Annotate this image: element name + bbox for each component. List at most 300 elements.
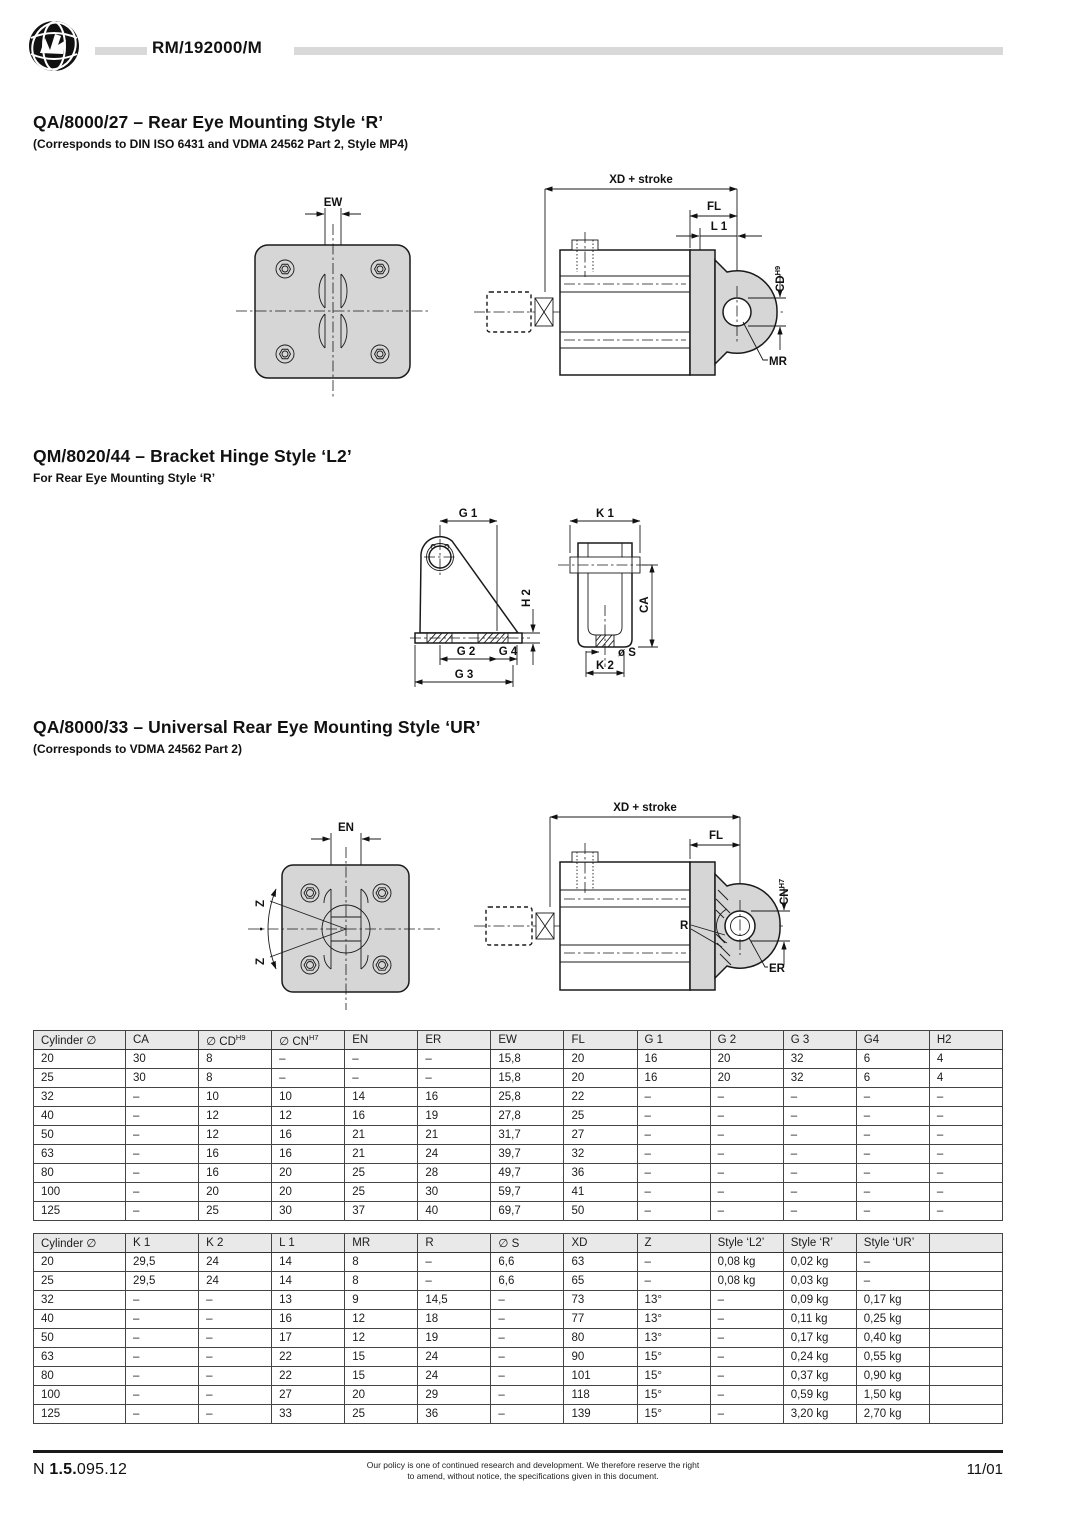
table-cell: –	[491, 1329, 564, 1348]
table-cell: –	[345, 1069, 418, 1088]
table-cell: –	[126, 1088, 199, 1107]
table-cell: 28	[418, 1164, 491, 1183]
column-header: G 1	[637, 1031, 710, 1050]
table-cell: –	[929, 1164, 1002, 1183]
table-cell: –	[929, 1183, 1002, 1202]
table-cell: 39,7	[491, 1145, 564, 1164]
dim-label-ca: CA	[639, 596, 651, 613]
column-header: K 2	[199, 1234, 272, 1253]
table-cell: 12	[199, 1126, 272, 1145]
table-cell: 32	[34, 1088, 126, 1107]
header-rule-right	[294, 47, 1003, 55]
table-cell: –	[783, 1164, 856, 1183]
table-cell: –	[710, 1126, 783, 1145]
column-header: ∅ $CD^{H9}$	[199, 1031, 272, 1050]
table-cell: –	[856, 1183, 929, 1202]
table-cell: –	[929, 1126, 1002, 1145]
table-cell: 69,7	[491, 1202, 564, 1221]
dim-label-z-lower: Z	[255, 957, 267, 965]
table-cell: 8	[199, 1050, 272, 1069]
table-cell: –	[637, 1164, 710, 1183]
column-header: L 1	[272, 1234, 345, 1253]
table-cell: 50	[34, 1329, 126, 1348]
table-cell: –	[491, 1386, 564, 1405]
table-cell: 0,24 kg	[783, 1348, 856, 1367]
table-cell: 32	[783, 1069, 856, 1088]
table-cell: 12	[199, 1107, 272, 1126]
dim-label-xd-stroke-2: XD + stroke	[613, 802, 677, 814]
table-cell: 24	[418, 1145, 491, 1164]
table-cell: 32	[564, 1145, 637, 1164]
table-cell: 36	[564, 1164, 637, 1183]
table-row	[34, 1088, 1003, 1107]
table-cell: 6	[856, 1050, 929, 1069]
table-cell	[929, 1310, 1002, 1329]
table-cell: 1,50 kg	[856, 1386, 929, 1405]
table-cell: –	[710, 1202, 783, 1221]
table-cell: –	[710, 1367, 783, 1386]
column-header: G4	[856, 1031, 929, 1050]
table-cell: 8	[345, 1272, 418, 1291]
table-cell: 65	[564, 1272, 637, 1291]
table-cell: 15	[345, 1348, 418, 1367]
table-cell: –	[929, 1107, 1002, 1126]
table-cell: –	[637, 1107, 710, 1126]
dimensions-table-1	[33, 1030, 1003, 1221]
dim-label-cn: $CN^{H7}$	[777, 878, 791, 905]
table-cell: –	[710, 1183, 783, 1202]
table-cell: –	[491, 1367, 564, 1386]
table-cell: 40	[418, 1202, 491, 1221]
table-cell: –	[710, 1405, 783, 1424]
table-row	[34, 1253, 1003, 1272]
table-cell: 21	[418, 1126, 491, 1145]
table-cell: –	[710, 1145, 783, 1164]
column-header: CA	[126, 1031, 199, 1050]
table-cell: –	[637, 1183, 710, 1202]
table-cell: 25,8	[491, 1088, 564, 1107]
column-header: Style ‘L2’	[710, 1234, 783, 1253]
table-cell: 14	[272, 1253, 345, 1272]
table-cell: –	[856, 1107, 929, 1126]
table-cell: 0,02 kg	[783, 1253, 856, 1272]
dim-label-s: ø S	[618, 647, 636, 659]
table-cell: 50	[34, 1126, 126, 1145]
table-cell: 8	[199, 1069, 272, 1088]
table-header-row	[34, 1031, 1003, 1050]
table-cell: 24	[199, 1253, 272, 1272]
table-cell	[929, 1367, 1002, 1386]
table-cell: –	[126, 1202, 199, 1221]
table-cell: –	[199, 1310, 272, 1329]
table-cell: 20	[272, 1183, 345, 1202]
table-cell: 10	[272, 1088, 345, 1107]
table-cell: 100	[34, 1386, 126, 1405]
table-cell: 20	[34, 1050, 126, 1069]
table-cell: 100	[34, 1183, 126, 1202]
table-cell: 20	[272, 1164, 345, 1183]
table-cell: –	[710, 1386, 783, 1405]
table-cell: 41	[564, 1183, 637, 1202]
table-cell: 24	[199, 1272, 272, 1291]
table-cell: –	[637, 1088, 710, 1107]
table-cell: 30	[418, 1183, 491, 1202]
table-cell: 40	[34, 1107, 126, 1126]
column-header: EW	[491, 1031, 564, 1050]
table-row	[34, 1329, 1003, 1348]
table-cell: –	[637, 1126, 710, 1145]
table-cell	[929, 1272, 1002, 1291]
section-1-title: QA/8000/27 – Rear Eye Mounting Style ‘R’	[33, 112, 384, 132]
table-cell: 118	[564, 1386, 637, 1405]
table-cell: 13°	[637, 1310, 710, 1329]
table-cell: –	[126, 1348, 199, 1367]
table-cell: –	[199, 1329, 272, 1348]
table-cell: 6,6	[491, 1272, 564, 1291]
table-cell: –	[710, 1164, 783, 1183]
table-cell: 20	[564, 1050, 637, 1069]
table-cell: 8	[345, 1253, 418, 1272]
table-row	[34, 1291, 1003, 1310]
table-cell: –	[126, 1107, 199, 1126]
table-cell: 15°	[637, 1386, 710, 1405]
table-cell: 24	[418, 1367, 491, 1386]
table-cell: –	[856, 1088, 929, 1107]
dim-label-g1: G 1	[458, 508, 478, 520]
table-cell: –	[418, 1253, 491, 1272]
table-cell: 0,40 kg	[856, 1329, 929, 1348]
table-row	[34, 1386, 1003, 1405]
column-header: K 1	[126, 1234, 199, 1253]
section-2-title: QM/8020/44 – Bracket Hinge Style ‘L2’	[33, 446, 352, 466]
dim-label-l1: L 1	[710, 221, 728, 233]
column-header: Cylinder ∅	[34, 1031, 126, 1050]
table-cell: 32	[34, 1291, 126, 1310]
table-cell: 16	[272, 1145, 345, 1164]
table-row	[34, 1310, 1003, 1329]
table-cell: 59,7	[491, 1183, 564, 1202]
table-cell: –	[199, 1405, 272, 1424]
table-cell: 25	[345, 1183, 418, 1202]
table-cell: 25	[34, 1069, 126, 1088]
table-cell: –	[126, 1329, 199, 1348]
dim-label-er: ER	[769, 963, 785, 975]
table-cell: 19	[418, 1107, 491, 1126]
dim-label-r: R	[680, 920, 689, 932]
table-cell: 25	[34, 1272, 126, 1291]
footer-policy-note: Our policy is one of continued research and development. We therefore reserve the right to amend, without notice, the specifications given in this document.	[366, 1460, 700, 1481]
table-cell: 16	[272, 1310, 345, 1329]
table-cell: 90	[564, 1348, 637, 1367]
dim-label-g4: G 4	[498, 646, 518, 658]
dim-label-ew: EW	[323, 197, 343, 209]
section-2-subtitle: For Rear Eye Mounting Style ‘R’	[33, 471, 216, 485]
dim-label-k2: K 2	[596, 660, 614, 672]
table-cell: 33	[272, 1405, 345, 1424]
column-header: H2	[929, 1031, 1002, 1050]
table-cell: 0,59 kg	[783, 1386, 856, 1405]
table-cell: 21	[345, 1126, 418, 1145]
table-cell: 30	[126, 1069, 199, 1088]
norgren-logo-icon	[28, 20, 80, 72]
table-cell: 16	[637, 1050, 710, 1069]
table-cell: 30	[126, 1050, 199, 1069]
table-cell: 14	[272, 1272, 345, 1291]
table-cell: 19	[418, 1329, 491, 1348]
table-cell: 63	[34, 1145, 126, 1164]
table-cell: 0,17 kg	[856, 1291, 929, 1310]
table-cell: 16	[345, 1107, 418, 1126]
table-cell: 15	[345, 1367, 418, 1386]
table-cell: 0,08 kg	[710, 1253, 783, 1272]
table-cell: 16	[637, 1069, 710, 1088]
table-cell: 0,55 kg	[856, 1348, 929, 1367]
table-cell: 0,25 kg	[856, 1310, 929, 1329]
table-cell: 14	[345, 1088, 418, 1107]
column-header: ER	[418, 1031, 491, 1050]
table-cell: –	[856, 1164, 929, 1183]
table-cell: –	[783, 1202, 856, 1221]
table-cell: 29,5	[126, 1272, 199, 1291]
table-cell: –	[418, 1069, 491, 1088]
table-row	[34, 1272, 1003, 1291]
table-cell: 9	[345, 1291, 418, 1310]
table-cell: 25	[345, 1164, 418, 1183]
table-cell: 101	[564, 1367, 637, 1386]
table-cell: 29,5	[126, 1253, 199, 1272]
table-row	[34, 1183, 1003, 1202]
table-cell: 13°	[637, 1329, 710, 1348]
column-header: G 2	[710, 1031, 783, 1050]
table-cell: 10	[199, 1088, 272, 1107]
table-cell: 63	[34, 1348, 126, 1367]
dim-label-g3: G 3	[454, 669, 474, 681]
table-cell: 22	[564, 1088, 637, 1107]
table-cell: –	[199, 1291, 272, 1310]
table-cell: 4	[929, 1050, 1002, 1069]
table-cell: 12	[345, 1329, 418, 1348]
table-cell: –	[126, 1310, 199, 1329]
table-cell: 73	[564, 1291, 637, 1310]
dim-label-h2: H 2	[521, 589, 533, 607]
dimensions-table-2	[33, 1233, 1003, 1424]
table-cell: 6,6	[491, 1253, 564, 1272]
table-row	[34, 1164, 1003, 1183]
table-cell: 0,17 kg	[783, 1329, 856, 1348]
table-cell: –	[783, 1126, 856, 1145]
footer-document-code: N 1.5.095.12	[33, 1461, 128, 1478]
table-cell: 0,90 kg	[856, 1367, 929, 1386]
table-cell	[929, 1405, 1002, 1424]
table-cell: –	[856, 1126, 929, 1145]
table-cell: 25	[345, 1405, 418, 1424]
table-cell	[929, 1291, 1002, 1310]
table-cell: –	[637, 1253, 710, 1272]
table-row	[34, 1348, 1003, 1367]
dim-label-en: EN	[338, 822, 354, 834]
footer-issue-date: 11/01	[966, 1461, 1003, 1478]
table-cell: 16	[199, 1164, 272, 1183]
table-header-row	[34, 1234, 1003, 1253]
table-cell: –	[929, 1145, 1002, 1164]
header-rule-left	[95, 47, 147, 55]
table-cell: –	[783, 1107, 856, 1126]
table-cell: –	[637, 1145, 710, 1164]
table-cell: –	[126, 1164, 199, 1183]
column-header: Style ‘R’	[783, 1234, 856, 1253]
table-cell: 31,7	[491, 1126, 564, 1145]
table-cell: 15°	[637, 1405, 710, 1424]
table-cell: 27	[564, 1126, 637, 1145]
table-cell: –	[856, 1145, 929, 1164]
column-header: MR	[345, 1234, 418, 1253]
table-cell: –	[126, 1405, 199, 1424]
table-cell: –	[199, 1386, 272, 1405]
table-cell: 0,37 kg	[783, 1367, 856, 1386]
table-cell: 20	[34, 1253, 126, 1272]
dim-label-fl-2: FL	[708, 830, 724, 842]
table-cell: 18	[418, 1310, 491, 1329]
table-row	[34, 1367, 1003, 1386]
table-cell: –	[126, 1145, 199, 1164]
table-cell: 20	[564, 1069, 637, 1088]
table-cell: –	[710, 1348, 783, 1367]
table-cell	[929, 1348, 1002, 1367]
column-header: EN	[345, 1031, 418, 1050]
table-cell: 0,09 kg	[783, 1291, 856, 1310]
footer-rule	[33, 1450, 1003, 1453]
table-cell: 30	[272, 1202, 345, 1221]
section-3-title: QA/8000/33 – Universal Rear Eye Mounting Style ‘UR’	[33, 717, 481, 737]
table-cell: 27	[272, 1386, 345, 1405]
column-header: FL	[564, 1031, 637, 1050]
table-cell: 13°	[637, 1291, 710, 1310]
table-cell: –	[491, 1348, 564, 1367]
table-cell: –	[491, 1405, 564, 1424]
drawing-rear-eye-style-r	[228, 162, 808, 427]
table-cell: 21	[345, 1145, 418, 1164]
table-cell: –	[710, 1310, 783, 1329]
table-cell: 15°	[637, 1348, 710, 1367]
dim-label-xd-stroke-1: XD + stroke	[609, 174, 673, 186]
table-cell: –	[710, 1088, 783, 1107]
table-cell: –	[929, 1202, 1002, 1221]
table-cell: 80	[564, 1329, 637, 1348]
table-cell: –	[418, 1272, 491, 1291]
table-cell: 16	[418, 1088, 491, 1107]
table-cell: –	[126, 1386, 199, 1405]
table-cell: –	[418, 1050, 491, 1069]
table-cell: –	[491, 1291, 564, 1310]
table-cell: 20	[710, 1050, 783, 1069]
table-cell: 0,03 kg	[783, 1272, 856, 1291]
table-cell: 15°	[637, 1367, 710, 1386]
table-cell: –	[126, 1183, 199, 1202]
table-cell: –	[783, 1183, 856, 1202]
table-cell: 22	[272, 1367, 345, 1386]
table-cell: 24	[418, 1348, 491, 1367]
table-cell: –	[199, 1367, 272, 1386]
table-cell	[929, 1253, 1002, 1272]
table-cell: 12	[345, 1310, 418, 1329]
table-cell: 37	[345, 1202, 418, 1221]
table-cell: 22	[272, 1348, 345, 1367]
dim-label-mr: MR	[769, 356, 787, 368]
column-header: G 3	[783, 1031, 856, 1050]
table-cell: 14,5	[418, 1291, 491, 1310]
table-cell: 29	[418, 1386, 491, 1405]
table-cell: –	[126, 1291, 199, 1310]
column-header: R	[418, 1234, 491, 1253]
table-row	[34, 1050, 1003, 1069]
drawing-universal-rear-eye-ur	[230, 795, 810, 1030]
section-3-subtitle: (Corresponds to VDMA 24562 Part 2)	[33, 742, 242, 756]
table-cell: 3,20 kg	[783, 1405, 856, 1424]
table-cell: 13	[272, 1291, 345, 1310]
table-row	[34, 1126, 1003, 1145]
column-header: ∅ S	[491, 1234, 564, 1253]
table-cell: –	[491, 1310, 564, 1329]
document-number: RM/192000/M	[152, 38, 263, 57]
table-cell: –	[637, 1202, 710, 1221]
table-cell: 25	[199, 1202, 272, 1221]
table-cell: –	[272, 1050, 345, 1069]
dim-label-z-upper: Z	[255, 899, 267, 907]
table-cell: 125	[34, 1202, 126, 1221]
table-cell: 12	[272, 1107, 345, 1126]
column-header: Cylinder ∅	[34, 1234, 126, 1253]
table-cell: 77	[564, 1310, 637, 1329]
table-cell: –	[126, 1367, 199, 1386]
table-cell: 40	[34, 1310, 126, 1329]
column-header: XD	[564, 1234, 637, 1253]
table-row	[34, 1202, 1003, 1221]
dim-label-g2: G 2	[456, 646, 476, 658]
table-row	[34, 1069, 1003, 1088]
table-cell	[929, 1329, 1002, 1348]
table-cell: –	[856, 1253, 929, 1272]
table-cell: 4	[929, 1069, 1002, 1088]
table-cell: 15,8	[491, 1069, 564, 1088]
table-cell: 36	[418, 1405, 491, 1424]
table-cell: –	[272, 1069, 345, 1088]
table-cell: –	[199, 1348, 272, 1367]
column-header	[929, 1234, 1002, 1253]
table-cell: 63	[564, 1253, 637, 1272]
drawing-bracket-hinge-l2	[400, 495, 680, 700]
table-cell: 80	[34, 1164, 126, 1183]
table-cell: 50	[564, 1202, 637, 1221]
table-cell: 16	[272, 1126, 345, 1145]
dim-label-k1: K 1	[596, 508, 614, 520]
table-cell: 0,11 kg	[783, 1310, 856, 1329]
table-cell: –	[637, 1272, 710, 1291]
section-1-subtitle: (Corresponds to DIN ISO 6431 and VDMA 24562 Part 2, Style MP4)	[33, 137, 408, 151]
table-cell: –	[710, 1329, 783, 1348]
column-header: Z	[637, 1234, 710, 1253]
table-cell: 20	[345, 1386, 418, 1405]
table-cell: –	[710, 1107, 783, 1126]
table-cell: 17	[272, 1329, 345, 1348]
table-row	[34, 1145, 1003, 1164]
table-cell: 27,8	[491, 1107, 564, 1126]
dim-label-fl-1: FL	[706, 201, 722, 213]
table-cell: 20	[710, 1069, 783, 1088]
table-cell: 49,7	[491, 1164, 564, 1183]
table-cell: 16	[199, 1145, 272, 1164]
table-cell: 139	[564, 1405, 637, 1424]
table-cell: 32	[783, 1050, 856, 1069]
